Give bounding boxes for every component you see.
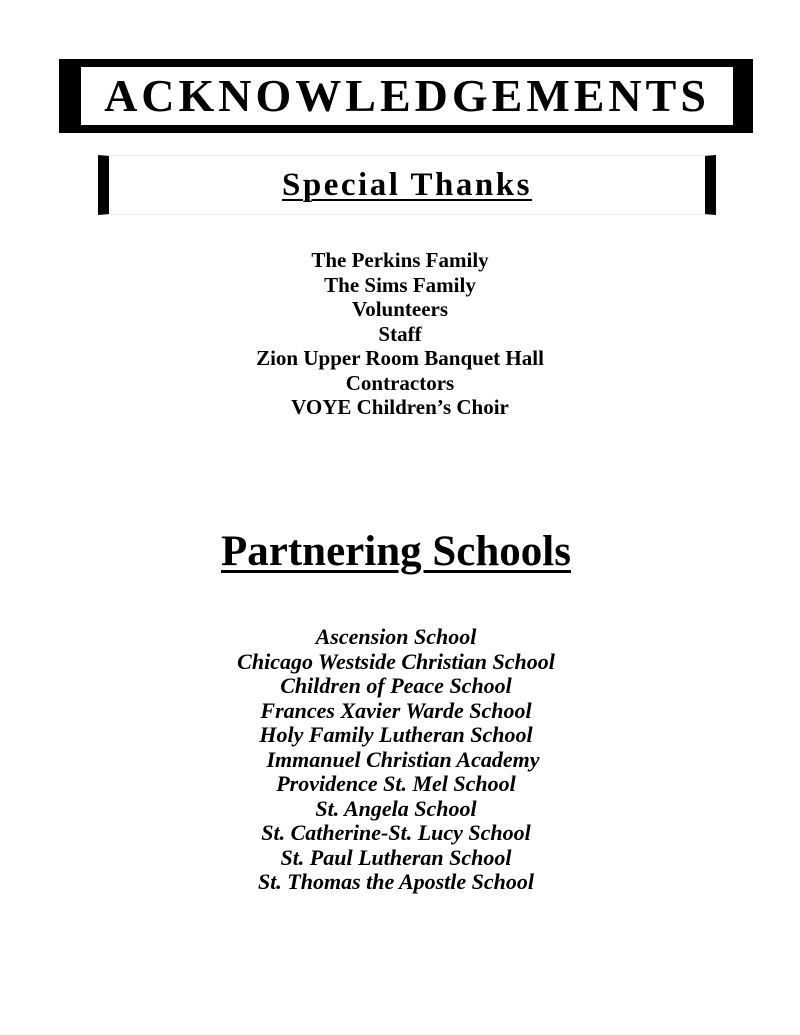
special-thanks-heading: Special Thanks	[282, 166, 532, 203]
list-item: St. Paul Lutheran School	[280, 844, 512, 870]
page-title: ACKNOWLEDGEMENTS	[104, 70, 710, 121]
special-thanks-banner	[98, 155, 716, 215]
list-item: St. Thomas the Apostle School	[257, 869, 535, 894]
list-item: St. Angela School	[315, 795, 477, 821]
partnering-schools-list	[0, 625, 792, 895]
list-item: Contractors	[345, 370, 455, 395]
list-item: Holy Family Lutheran School	[259, 722, 533, 747]
list-item: Providence St. Mel School	[276, 771, 516, 796]
list-item: The Sims Family	[324, 272, 476, 297]
special-thanks-list	[0, 248, 800, 420]
list-item: Zion Upper Room Banquet Hall	[256, 346, 544, 370]
list-item: Frances Xavier Warde School	[260, 697, 532, 723]
list-item: St. Catherine-St. Lucy School	[261, 820, 531, 845]
list-item: The Perkins Family	[311, 248, 489, 272]
list-item: Ascension School	[315, 624, 477, 649]
list-item: Children of Peace School	[280, 673, 512, 698]
title-banner-inner	[81, 67, 733, 125]
list-item: Immanuel Christian Academy	[266, 746, 540, 772]
title-banner	[59, 59, 753, 133]
list-item: VOYE Children’s Choir	[291, 395, 509, 419]
partnering-schools-heading: Partnering Schools	[221, 528, 571, 575]
list-item: Chicago Westside Christian School	[237, 648, 555, 674]
list-item: Staff	[378, 321, 422, 346]
list-item: Volunteers	[351, 297, 449, 321]
